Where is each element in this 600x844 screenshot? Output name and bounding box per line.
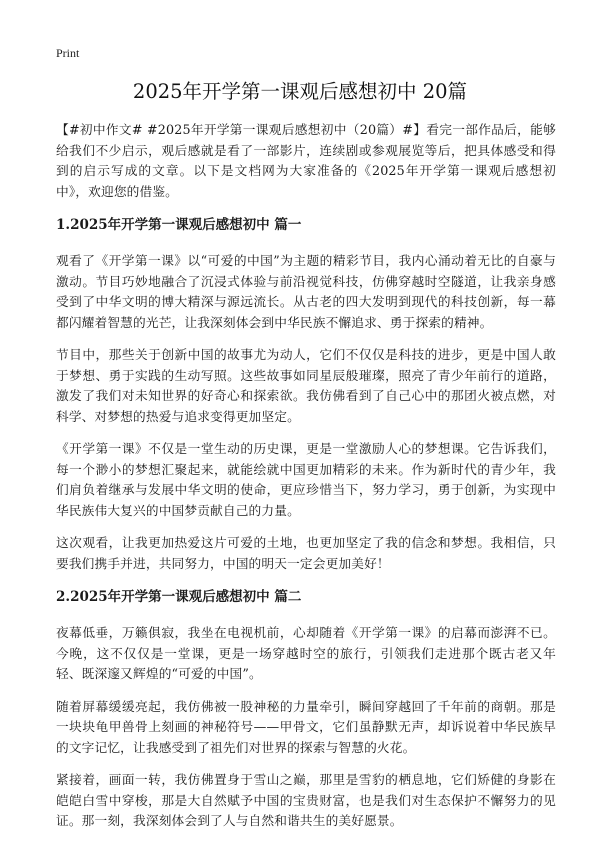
print-label: Print (56, 46, 80, 60)
section-2-paragraph-2: 随着屏幕缓缓亮起，我仿佛被一股神秘的力量牵引，瞬间穿越回了千年前的商朝。那是一块块龟甲兽骨上刻画的神秘符号——甲骨文，它们虽静默无声，却诉说着中华民族早的文字记忆，让我感受到了祖先们对世界的探索与智慧的火花。 (56, 698, 556, 755)
section-heading-2: 2.2025年开学第一课观后感想初中 篇二 (56, 589, 302, 605)
section-2-paragraph-3: 紧接着，画面一转，我仿佛置身于雪山之巅，那里是雪豹的栖息地，它们矫健的身影在皑皑白雪中穿梭，那是大自然赋予中国的宝贵财富，也是我们对生态保护不懈努力的见证。那一刻，我深刻体会到了人与自然和谐共生的美好愿景。 (56, 772, 556, 828)
page-title: 2025年开学第一课观后感想初中 20篇 (132, 80, 468, 103)
section-1-paragraph-3: 《开学第一课》不仅是一堂生动的历史课，更是一堂激励人心的梦想课。它告诉我们，每一个渺小的梦想汇聚起来，就能绘就中国更加精彩的未来。作为新时代的青少年，我们肩负着继承与发展中华文明的使命，更应珍惜当下，努力学习，勇于创新，为实现中华民族伟大复兴的中国梦贡献自己的力量。 (56, 441, 556, 518)
section-1-paragraph-2: 节目中，那些关于创新中国的故事尤为动人，它们不仅仅是科技的进步，更是中国人敢于梦想、勇于实践的生动写照。这些故事如同星辰般璀璨，照亮了青少年前行的道路，激发了我们对未知世界的好奇心和探索欲。我仿佛看到了自己心中的那团火被点燃，对科学、对梦想的热爱与追求变得更加坚定。 (56, 347, 556, 424)
article-body (56, 120, 556, 844)
section-heading-1: 1.2025年开学第一课观后感想初中 篇一 (56, 217, 302, 233)
section-1-paragraph-1: 观看了《开学第一课》以“可爱的中国”为主题的精彩节目，我内心涌动着无比的自豪与激动。节目巧妙地融合了沉浸式体验与前沿视觉科技，仿佛穿越时空隧道，让我亲身感受到了中华文明的博大精深与源远流长。从古老的四大发明到现代的科技创新，每一幕都闪耀着智慧的光芒，让我深刻体会到中华民族不懈追求、勇于探索的精神。 (56, 253, 556, 330)
section-2-paragraph-1: 夜幕低垂，万籁俱寂，我坐在电视机前，心却随着《开学第一课》的启幕而澎湃不已。今晚，这不仅仅是一堂课，更是一场穿越时空的旅行，引领我们走进那个既古老又年轻、既深邃又辉煌的“可爱的中国”。 (56, 625, 556, 681)
section-1-paragraph-4: 这次观看，让我更加热爱这片可爱的土地，也更加坚定了我的信念和梦想。我相信，只要我们携手并进，共同努力，中国的明天一定会更加美好！ (56, 535, 556, 571)
intro-paragraph: 【#初中作文# #2025年开学第一课观后感想初中（20篇）#】看完一部作品后，能够给我们不少启示，观后感就是看了一部影片，连续剧或参观展览等后，把具体感受和得到的启示写成的文章。以下是文档网为大家准备的《2025年开学第一课观后感想初中》，欢迎您的借鉴。 (56, 122, 556, 199)
